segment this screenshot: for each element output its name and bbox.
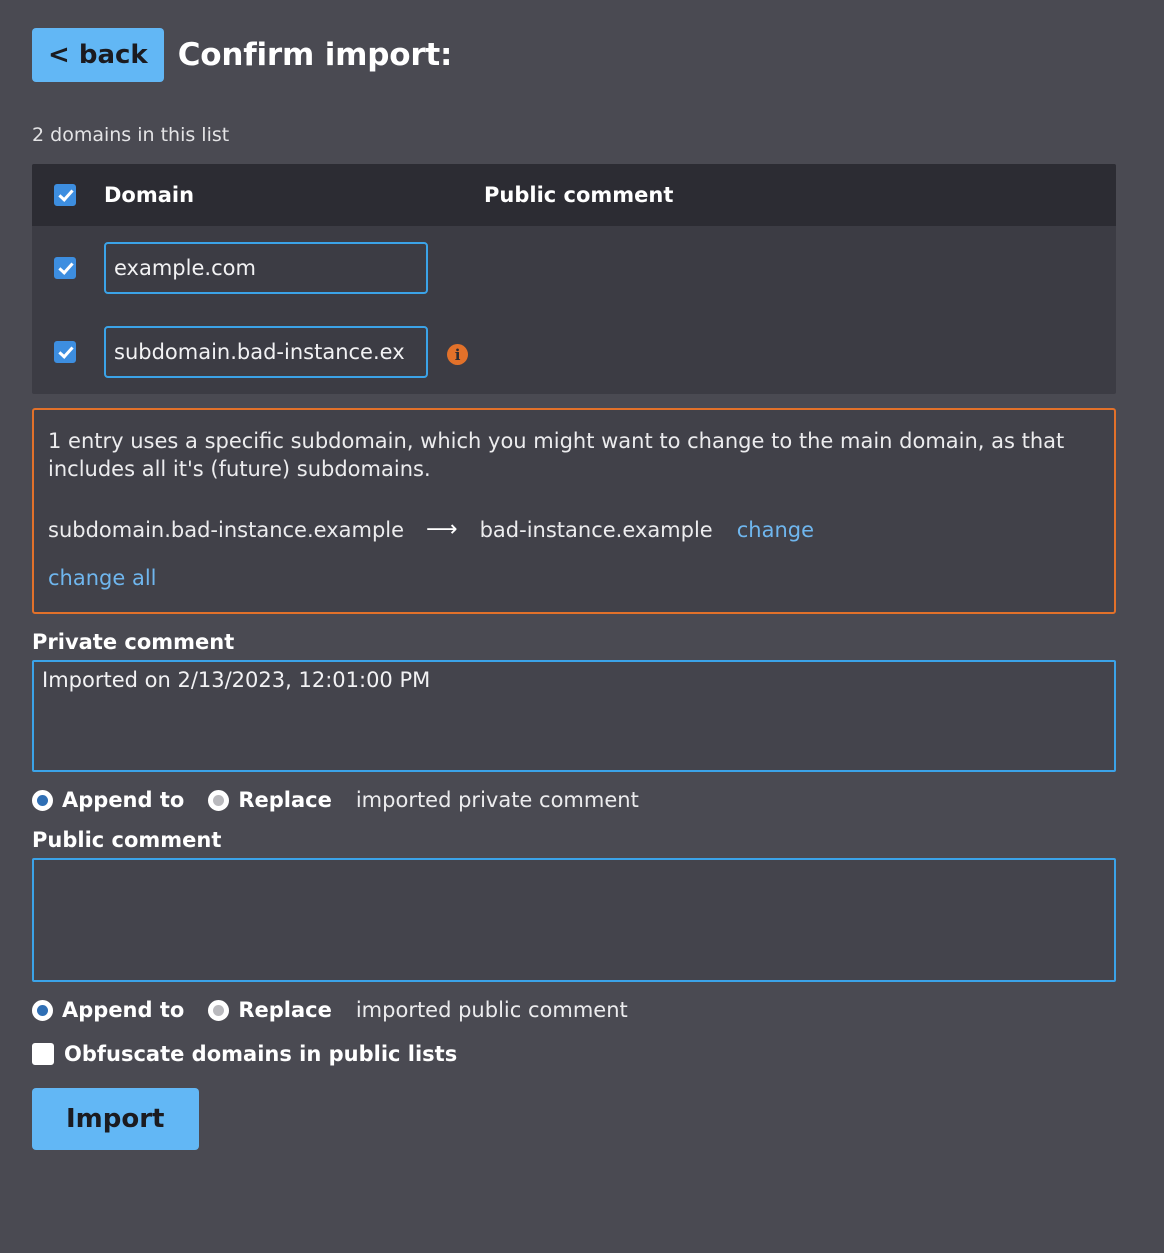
obfuscate-row (32, 1042, 1132, 1066)
public-append-label[interactable]: Append to (62, 998, 185, 1023)
row-checkbox[interactable] (54, 257, 76, 279)
table-row (32, 310, 1116, 394)
public-comment-mode-row (32, 998, 1132, 1022)
domain-input[interactable] (104, 326, 428, 378)
private-replace-label[interactable]: Replace (238, 788, 332, 813)
row-checkbox[interactable] (54, 341, 76, 363)
private-comment-label: Private comment (32, 630, 235, 655)
public-replace-radio[interactable] (208, 1000, 229, 1021)
obfuscate-checkbox[interactable] (32, 1043, 54, 1065)
warning-message: 1 entry uses a specific subdomain, which you might want to change to the main domain, as that includes all it's (future) subdomains. (48, 429, 1065, 481)
select-all-cell (54, 184, 104, 206)
private-replace-radio[interactable] (208, 790, 229, 811)
subdomain-warning-box (32, 408, 1116, 614)
public-replace-label[interactable]: Replace (238, 998, 332, 1023)
change-all-link[interactable]: change all (48, 566, 157, 591)
change-link[interactable]: change (736, 517, 815, 542)
arrow-right-icon: ⟶ (426, 517, 458, 543)
row-domain-cell (104, 326, 484, 378)
row-domain-cell (104, 242, 484, 294)
private-append-label[interactable]: Append to (62, 788, 185, 813)
public-append-radio[interactable] (32, 1000, 53, 1021)
info-icon[interactable]: i (447, 344, 468, 365)
domain-count-text: 2 domains in this list (32, 124, 230, 146)
column-header-domain: Domain (104, 183, 195, 207)
mapping-to: bad-instance.example (479, 517, 713, 542)
private-comment-textarea[interactable] (32, 660, 1116, 772)
row-select-cell (54, 341, 104, 363)
page-header (32, 0, 1132, 82)
page-title: Confirm import: (177, 37, 453, 73)
public-comment-label: Public comment (32, 828, 222, 853)
public-comment-textarea[interactable] (32, 858, 1116, 982)
table-header-row (32, 164, 1116, 226)
obfuscate-label[interactable]: Obfuscate domains in public lists (64, 1042, 458, 1067)
column-header-public-comment: Public comment (484, 183, 674, 207)
private-comment-mode-row (32, 788, 1132, 812)
private-append-radio[interactable] (32, 790, 53, 811)
change-all-row (48, 566, 1100, 590)
mapping-from: subdomain.bad-instance.example (48, 517, 405, 542)
import-button[interactable]: Import (32, 1088, 199, 1150)
private-mode-suffix: imported private comment (355, 788, 639, 813)
warning-mapping-row (48, 517, 1100, 542)
domain-input[interactable] (104, 242, 428, 294)
table-row (32, 226, 1116, 310)
row-select-cell (54, 257, 104, 279)
back-button[interactable]: < back (32, 28, 164, 82)
domains-table (32, 164, 1116, 394)
public-mode-suffix: imported public comment (355, 998, 628, 1023)
select-all-checkbox[interactable] (54, 184, 76, 206)
